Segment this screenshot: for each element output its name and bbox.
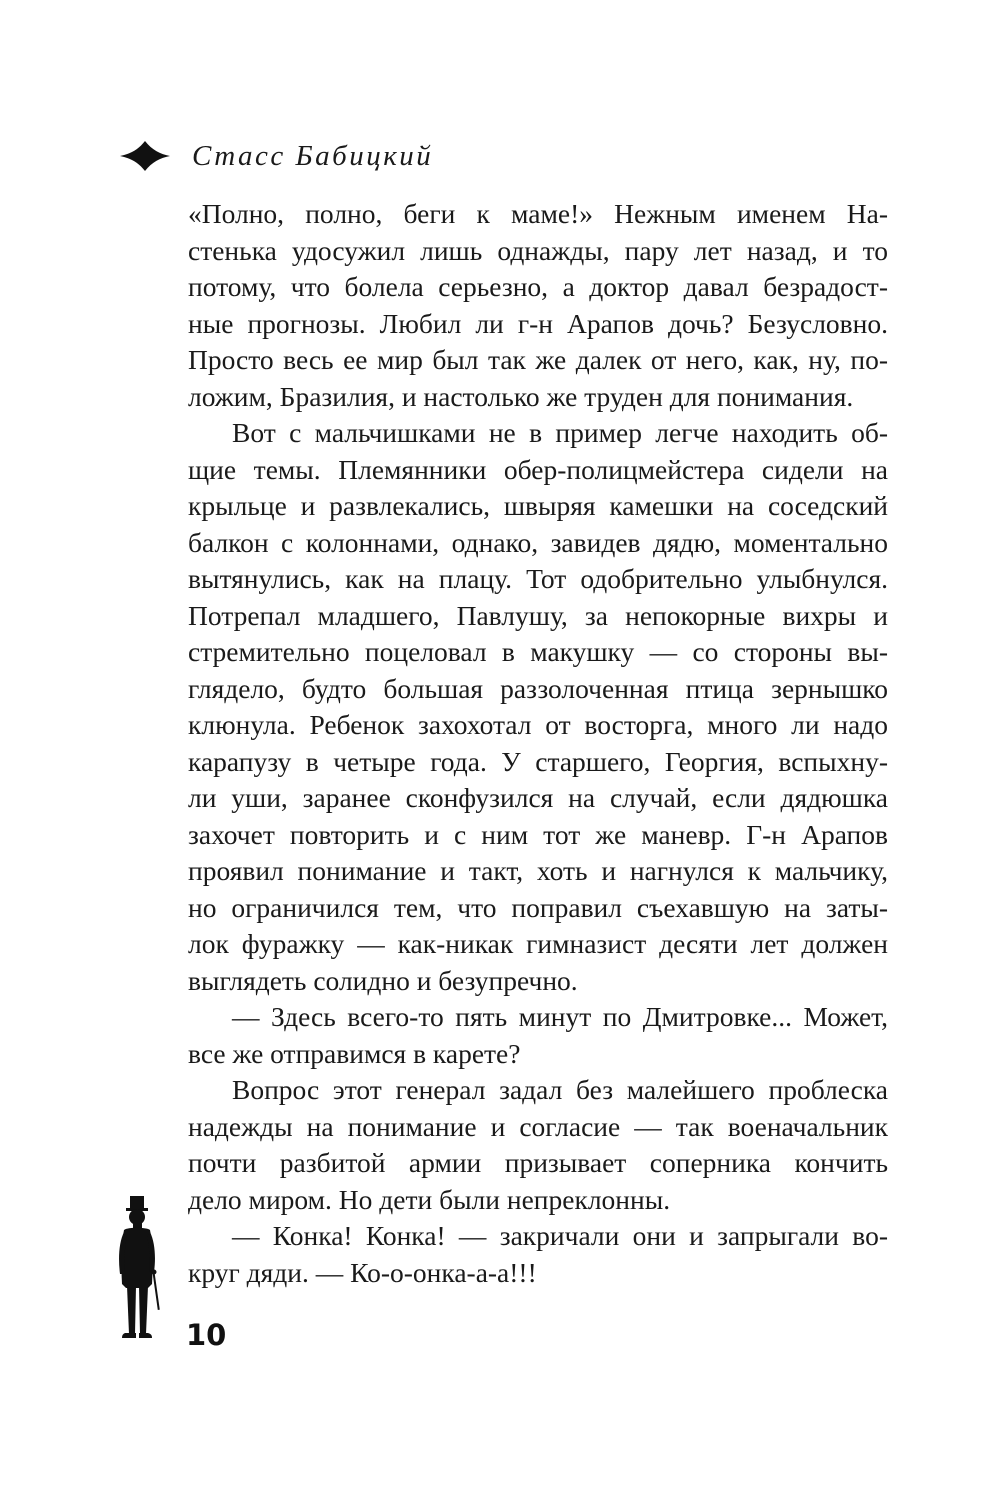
- paragraph: [188, 196, 888, 415]
- text-line: круг дяди. — Ко-о-онка-а-а!!!: [188, 1256, 537, 1288]
- text-line: балкон с колоннами, однако, завидев дядю, моментально: [188, 526, 888, 558]
- text-line: ные прогнозы. Любил ли г-н Арапов дочь? Безусловно.: [188, 307, 888, 339]
- text-line: лок фуражку — как-никак гимназист десяти лет должен: [188, 928, 888, 959]
- text-line: все же отправимся в карете?: [188, 1037, 521, 1069]
- text-line: ли уши, заранее сконфузился на случай, если дядюшка: [188, 782, 888, 813]
- text-line: захочет повторить и с ним тот же маневр. Г-н Арапов: [188, 818, 888, 850]
- page-number: 10: [186, 1318, 227, 1352]
- text-line: глядело, будто большая раззолоченная птица зернышко: [188, 672, 888, 704]
- text-line: — Здесь всего-то пять минут по Дмитровке... Может,: [232, 1001, 888, 1032]
- text-line: потому, что болела серьезно, а доктор давал безрадост-: [188, 271, 888, 302]
- text-line: крыльце и развлекались, швыряя камешки на соседский: [188, 490, 888, 521]
- gentleman-silhouette-icon: [108, 1196, 168, 1346]
- text-line: надежды на понимание и согласие — так военачальник: [188, 1110, 888, 1142]
- paragraph: [188, 415, 888, 999]
- text-line: стремительно поцеловал в макушку — со стороны вы-: [188, 636, 888, 667]
- running-header: [120, 136, 433, 176]
- paragraph: [188, 999, 888, 1072]
- page-body: [188, 196, 888, 1291]
- text-line: щие темы. Племянники обер-полицмейстера сидели на: [188, 453, 888, 485]
- text-line: стенька удосужил лишь однажды, пару лет назад, и то: [188, 234, 888, 266]
- header-author: Стасс Бабицкий: [192, 139, 434, 172]
- text-line: ложим, Бразилия, и настолько же труден для понимания.: [188, 380, 854, 412]
- text-line: выглядеть солидно и безупречно.: [188, 964, 578, 996]
- text-line: почти разбитой армии призывает соперника кончить: [188, 1147, 888, 1178]
- text-line: — Конка! Конка! — закричали они и запрыгали во-: [232, 1220, 888, 1251]
- text-line: Просто весь ее мир был так же далек от него, как, ну, по-: [188, 344, 888, 375]
- text-line: проявил понимание и такт, хоть и нагнулся к мальчику,: [188, 855, 888, 886]
- paragraph: [188, 1072, 888, 1218]
- text-line: дело миром. Но дети были непреклонны.: [188, 1183, 671, 1215]
- paragraph: [188, 1218, 888, 1291]
- text-line: «Полно, полно, беги к маме!» Нежным именем На-: [188, 198, 888, 229]
- diamond-ornament-icon: [120, 141, 170, 171]
- text-line: карапузу в четыре года. У старшего, Георгия, вспыхну-: [188, 745, 888, 777]
- text-line: Вот с мальчишками не в пример легче находить об-: [232, 417, 888, 448]
- text-line: но ограничился тем, что поправил съехавшую на заты-: [188, 891, 888, 923]
- text-line: Потрепал младшего, Павлушу, за непокорные вихры и: [188, 599, 888, 631]
- text-line: вытянулись, как на плацу. Тот одобрительно улыбнулся.: [188, 563, 888, 594]
- text-line: клюнула. Ребенок захохотал от восторга, много ли надо: [188, 709, 888, 740]
- text-line: Вопрос этот генерал задал без малейшего проблеска: [232, 1074, 888, 1105]
